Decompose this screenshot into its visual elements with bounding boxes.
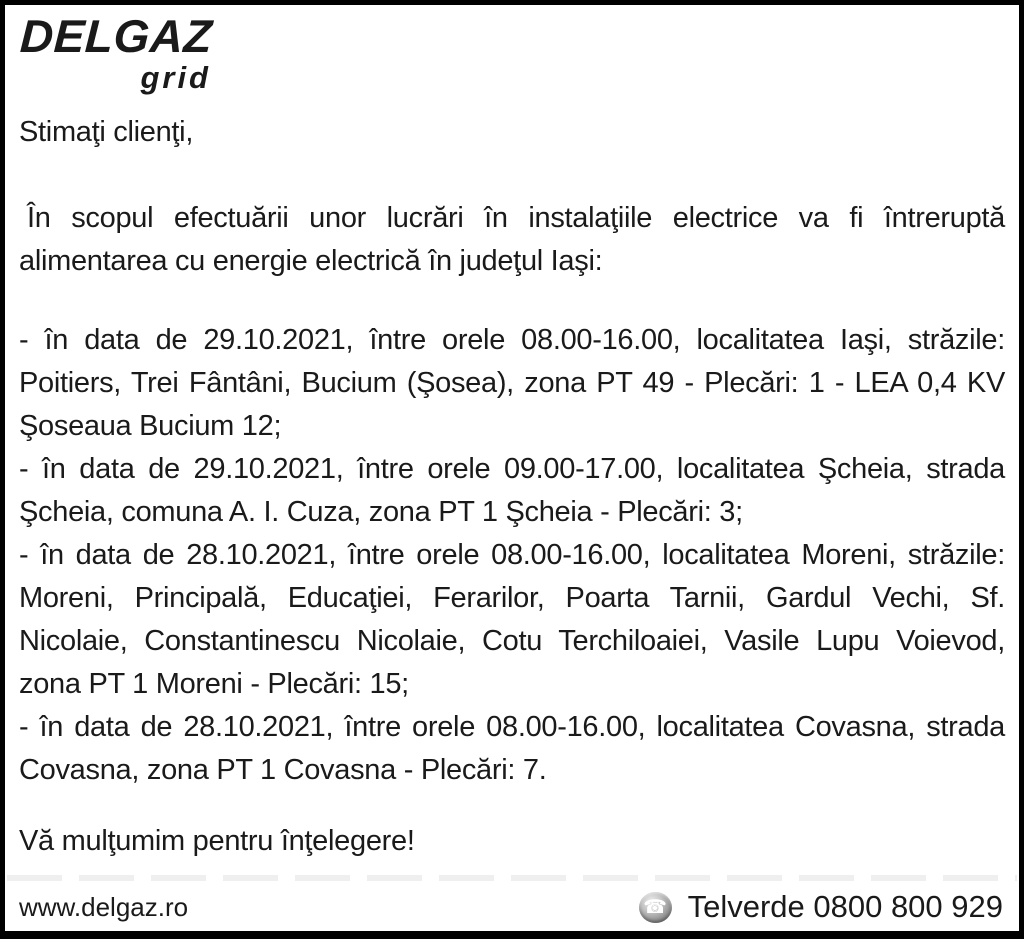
outage-item-scheia: - în data de 29.10.2021, între orele 09.00-17.00, localitatea Şcheia, strada Şcheia, comuna A. I. Cuza, zona PT 1 Şcheia - Plecări: 3; — [19, 453, 1005, 528]
intro-paragraph: În scopul efectuării unor lucrări în instalaţiile electrice va fi întreruptă alimentarea cu energie electrică în judeţul Iaşi: — [19, 202, 1005, 277]
website-url: www.delgaz.ro — [19, 891, 189, 922]
notice-body — [19, 111, 1005, 863]
outage-list — [19, 319, 1005, 792]
outage-item-iasi: - în data de 29.10.2021, între orele 08.00-16.00, localitatea Iaşi, străzile: Poitiers, Trei Fântâni, Bucium (Şosea), zona PT 49 - Plecări: 1 - LEA 0,4 KV Şoseaua Bucium 12; — [19, 324, 1005, 442]
outage-item-moreni: - în data de 28.10.2021, între orele 08.00-16.00, localitatea Moreni, străzile: Moreni, Principală, Educaţiei, Ferarilor, Poarta Tarnii, Gardul Vechi, Sf. Nicolaie, Constantinescu Nicolaie, Cotu Terchiloaiei, Vasile Lupu Voievod, zona PT 1 Moreni - Plecări: 15; — [19, 539, 1005, 700]
footer — [5, 875, 1019, 931]
footer-row — [5, 881, 1019, 925]
delgaz-logo — [18, 10, 219, 95]
telephone-icon: ☎ — [639, 892, 672, 923]
logo-delgaz-wordmark: DELGAZ — [18, 10, 214, 62]
greeting-line: Stimaţi clienţi, — [19, 116, 194, 148]
closing-message: Vă mulţumim pentru înţelegere! — [19, 825, 415, 857]
telverde-number: Telverde 0800 800 929 — [687, 889, 1003, 924]
outage-item-covasna: - în data de 28.10.2021, între orele 08.00-16.00, localitatea Covasna, strada Covasna, zona PT 1 Covasna - Plecări: 7. — [19, 711, 1005, 786]
telverde-contact — [639, 889, 1003, 925]
logo-grid-wordmark: grid — [140, 60, 211, 95]
